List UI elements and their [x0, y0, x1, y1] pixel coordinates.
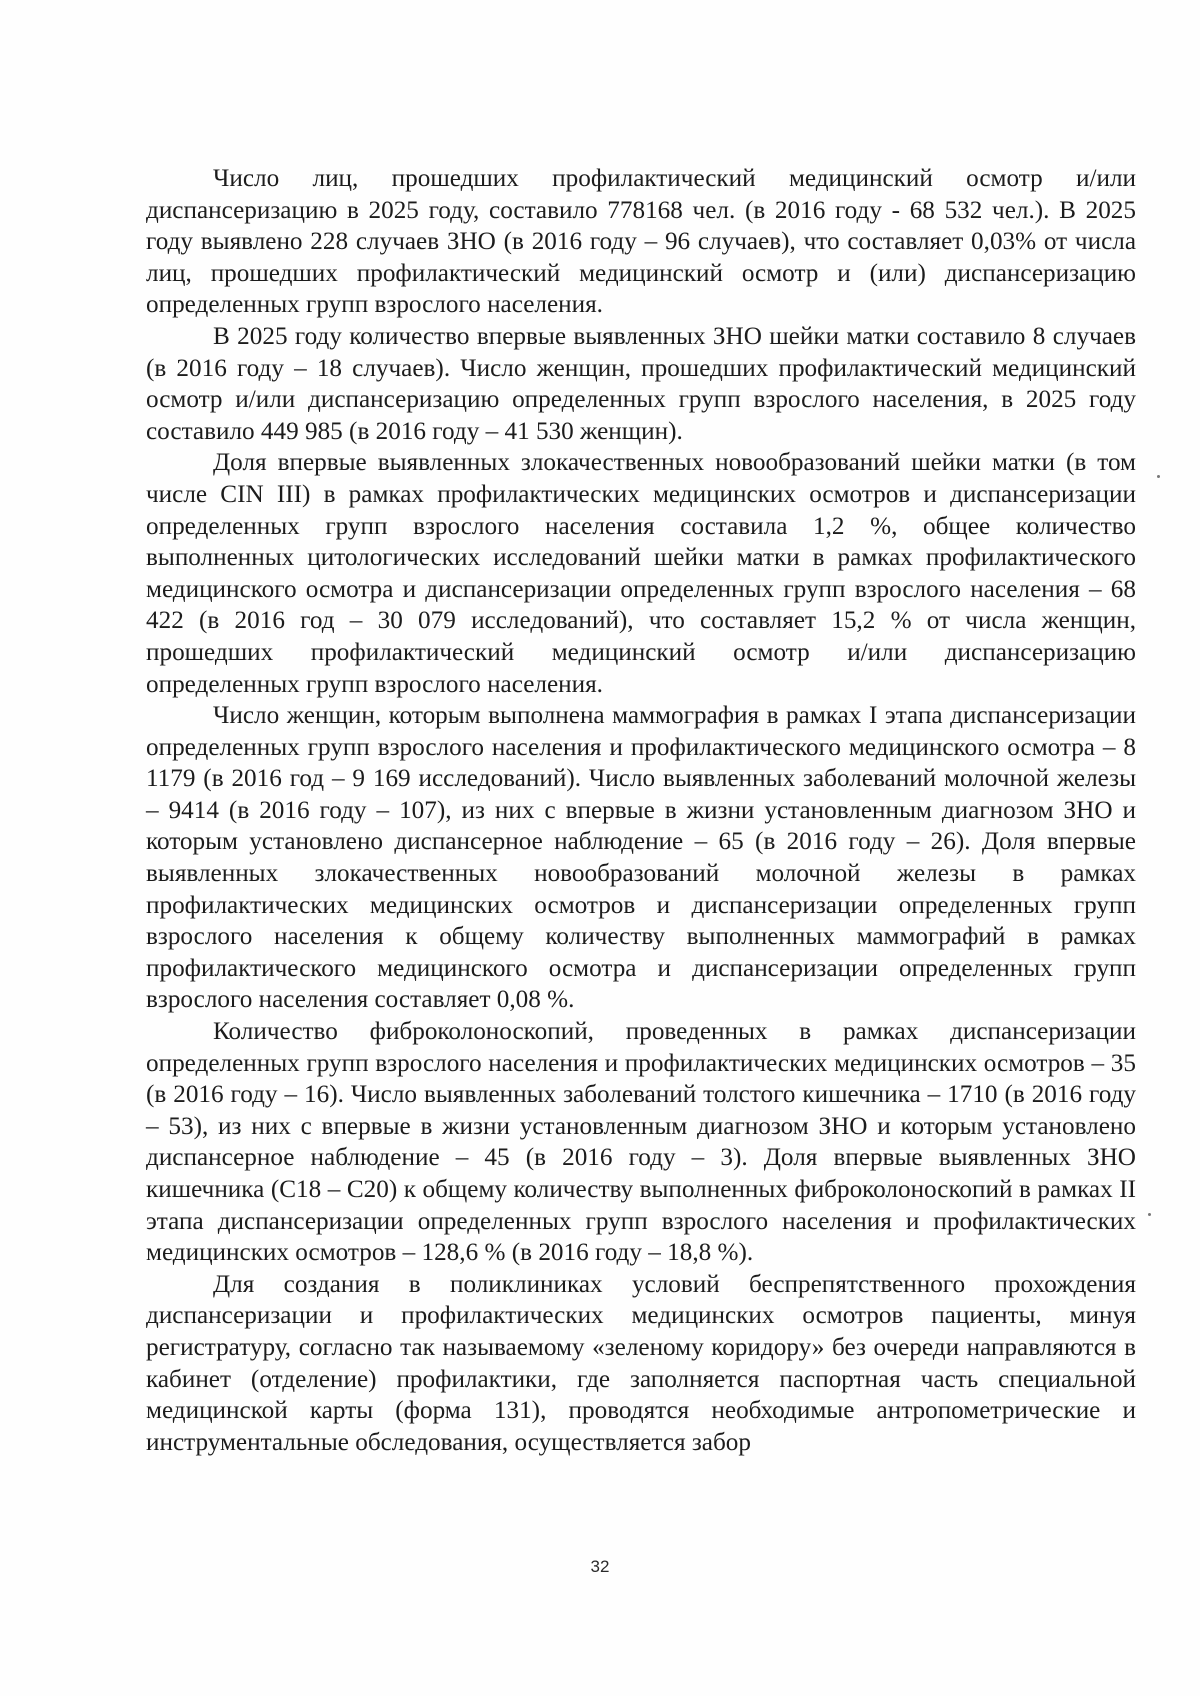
- paragraph-mammography: Число женщин, которым выполнена маммография в рамках I этапа диспансеризации определенных групп взрослого населения и профилактического медицинского осмотра – 8 1179 (в 2016 год – 9 169 исследований). Число выявленных заболеваний молочной железы – 9414 (в 2016 году – 107), из них с впервые в жизни установленным диагнозом ЗНО и которым установлено диспансерное наблюдение – 65 (в 2016 году – 26). Доля впервые выявленных злокачественных новообразований молочной железы в рамках профилактических медицинских осмотров и диспансеризации определенных групп взрослого населения к общему количеству выполненных маммографий в рамках профилактического медицинского осмотра и диспансеризации определенных групп взрослого населения составляет 0,08 %.: [146, 702, 1136, 1014]
- scan-speck: [1157, 475, 1160, 478]
- paragraph-cervical-cytology: Доля впервые выявленных злокачественных новообразований шейки матки (в том числе CIN III) в рамках профилактических медицинских осмотров и диспансеризации определенных групп взрослого населения составила 1,2 %, общее количество выполненных цитологических исследований шейки матки в рамках профилактического медицинского осмотра и диспансеризации определенных групп взрослого населения – 68 422 (в 2016 год – 30 079 исследований), что составляет 15,2 % от числа женщин, прошедших профилактический медицинский осмотр и/или диспансеризацию определенных групп взрослого населения.: [146, 449, 1136, 698]
- paragraph-cervical-cancer-cases: В 2025 году количество впервые выявленных ЗНО шейки матки составило 8 случаев (в 2016 году – 18 случаев). Число женщин, прошедших профилактический медицинский осмотр и/или диспансеризацию определенных групп взрослого населения, в 2025 году составило 449 985 (в 2016 году – 41 530 женщин).: [146, 322, 1136, 445]
- page-number: 32: [590, 1557, 610, 1576]
- paragraph-colonoscopy: Количество фиброколоноскопий, проведенных в рамках диспансеризации определенных групп взрослого населения и профилактических медицинских осмотров – 35 (в 2016 году – 16). Число выявленных заболеваний толстого кишечника – 1710 (в 2016 году – 53), из них с впервые в жизни установленным диагнозом ЗНО и которым установлено диспансерное наблюдение – 45 (в 2016 году – 3). Доля впервые выявленных ЗНО кишечника (С18 – С20) к общему количеству выполненных фиброколоноскопий в рамках II этапа диспансеризации определенных групп взрослого населения и профилактических медицинских осмотров – 128,6 % (в 2016 году – 18,8 %).: [146, 1018, 1136, 1267]
- scan-speck: [1148, 1213, 1151, 1216]
- paragraph-green-corridor: Для создания в поликлиниках условий беспрепятственного прохождения диспансеризации и профилактических медицинских осмотров пациенты, минуя регистратуру, согласно так называемому «зеленому коридору» без очереди направляются в кабинет (отделение) профилактики, где заполняется паспортная часть специальной медицинской карты (форма 131), проводятся необходимые антропометрические и инструментальные обследования, осуществляется забор: [146, 1270, 1136, 1456]
- paragraph-screening-totals: Число лиц, прошедших профилактический медицинский осмотр и/или диспансеризацию в 2025 году, составило 778168 чел. (в 2016 году - 68 532 чел.). В 2025 году выявлено 228 случаев ЗНО (в 2016 году – 96 случаев), что составляет 0,03% от числа лиц, прошедших профилактический медицинский осмотр и (или) диспансеризацию определенных групп взрослого населения.: [146, 165, 1136, 319]
- body-text: [146, 163, 1136, 1458]
